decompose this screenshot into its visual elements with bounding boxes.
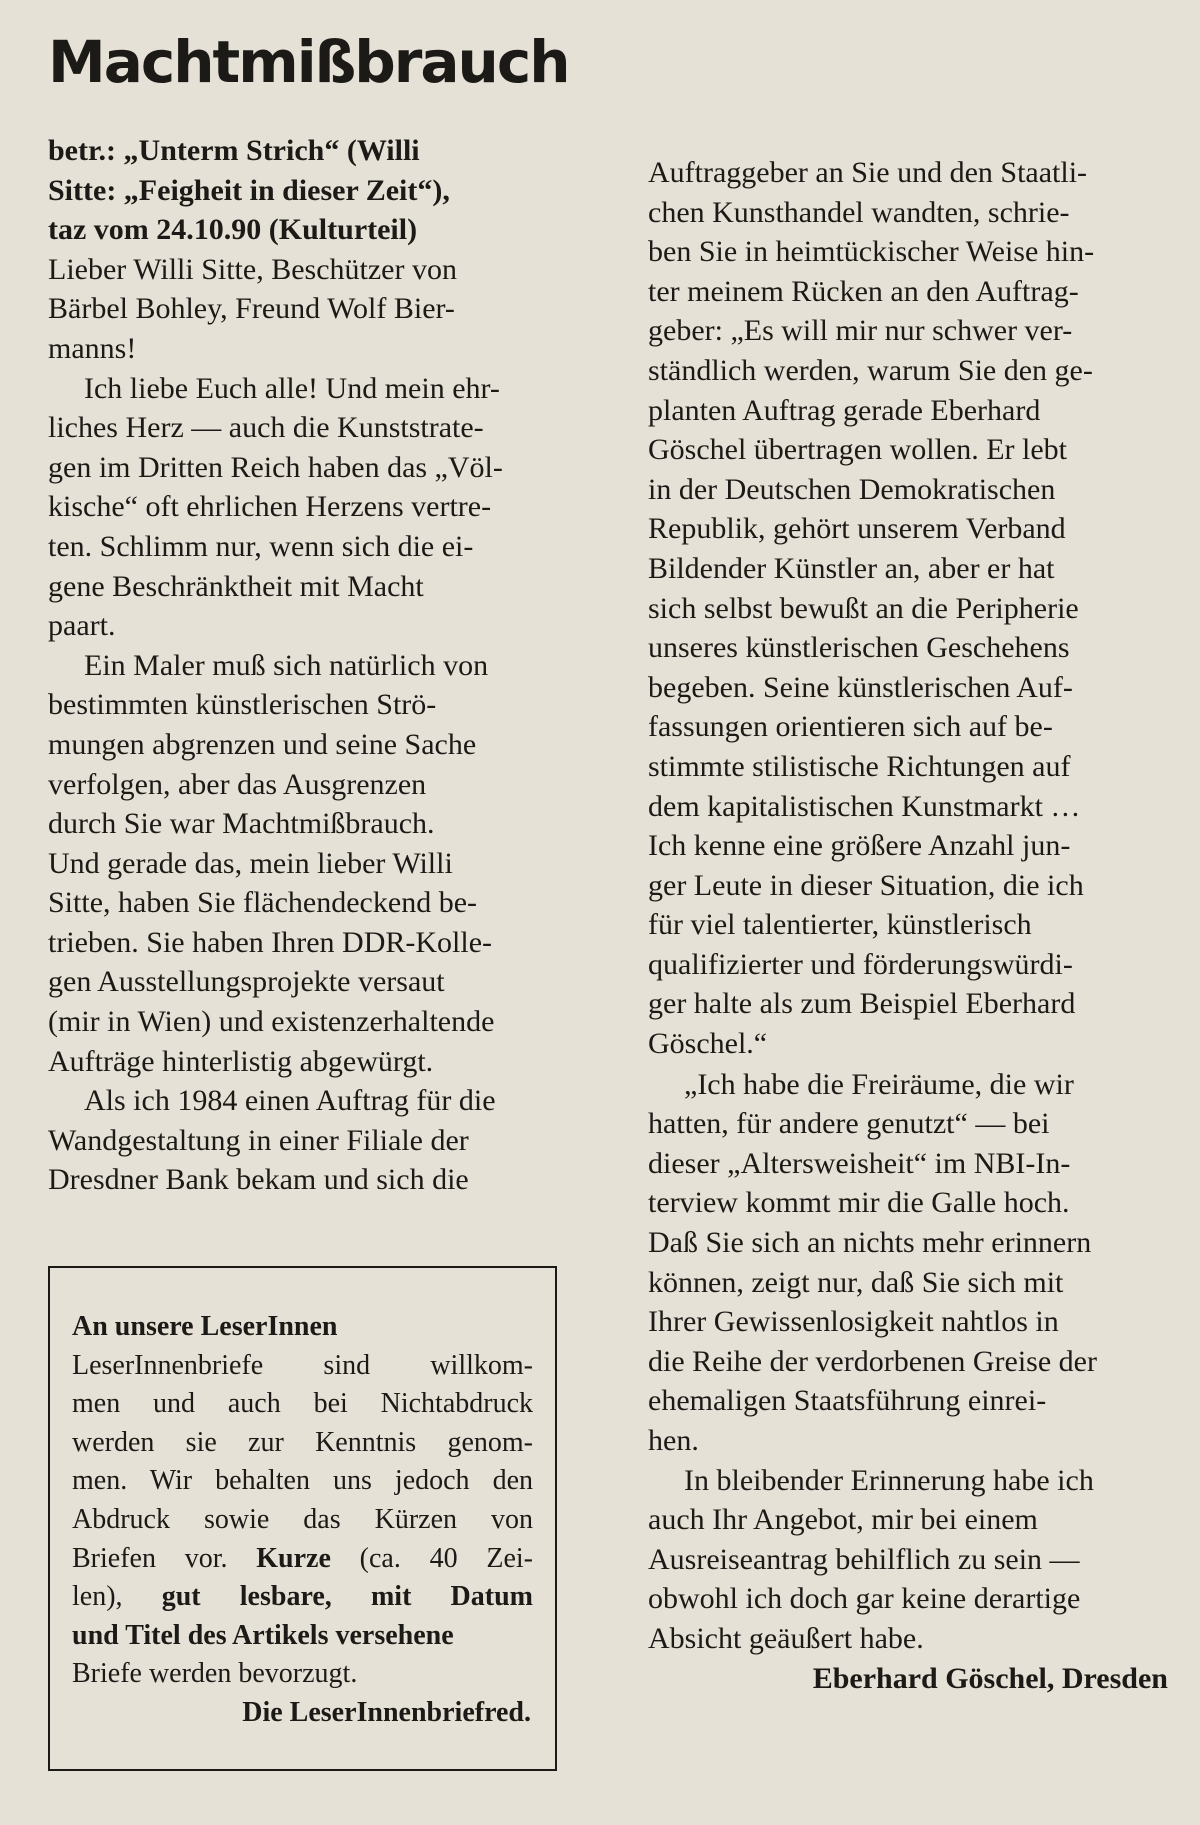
text-line: ten. Schlimm nur, wenn sich die ei- <box>48 529 474 563</box>
text-line: Ausreiseantrag behilflich zu sein — <box>648 1542 1080 1576</box>
text-line: gene Beschränktheit mit Macht <box>48 569 424 603</box>
text-line <box>72 1540 533 1579</box>
paragraph <box>48 646 563 1082</box>
text-line: Absicht geäußert habe. <box>648 1621 924 1655</box>
text-line: stimmte stilistische Richtungen auf <box>648 749 1071 783</box>
text-line: Ich kenne eine größere Anzahl jun- <box>648 829 1071 863</box>
text-line: dieser „Altersweisheit“ im NBI-In- <box>648 1146 1071 1180</box>
text-line: Göschel übertragen wollen. Er lebt <box>648 433 1068 467</box>
text-line: werden sie zur Kenntnis genom- <box>72 1426 533 1458</box>
text-line: Sitte, haben Sie flächendeckend be- <box>48 886 477 920</box>
text-line: terview kommt mir die Galle hoch. <box>648 1186 1070 1220</box>
text-line: chen Kunsthandel wandten, schrie- <box>648 195 1070 229</box>
text-line: fassungen orientieren sich auf be- <box>648 710 1053 744</box>
notice-signature: Die LeserInnenbriefred. <box>242 1696 531 1728</box>
text-run-bold: Kurze <box>256 1542 331 1574</box>
reference-line <box>48 131 563 250</box>
text-line: auch Ihr Angebot, mir bei einem <box>648 1503 1038 1537</box>
text-line: liches Herz — auch die Kunststrate- <box>48 411 484 445</box>
text-line: „Ich habe die Freiräume, die wir <box>684 1067 1074 1101</box>
text-line: Lieber Willi Sitte, Beschützer von <box>48 252 457 286</box>
text-line: gen Ausstellungsprojekte versaut <box>48 965 445 999</box>
text-line: kische“ oft ehrlichen Herzens vertre- <box>48 490 492 524</box>
paragraph <box>48 1081 563 1200</box>
paragraph <box>648 1065 1168 1461</box>
text-line: Göschel.“ <box>648 1027 768 1061</box>
text-line: Ich liebe Euch alle! Und mein ehr- <box>84 371 500 405</box>
text-line: ehemaligen Staatsführung einrei- <box>648 1384 1047 1418</box>
text-line: Briefe werden bevorzugt. <box>72 1658 358 1690</box>
text-line: men. Wir behalten uns jedoch den <box>72 1465 533 1497</box>
text-line: bestimmten künstlerischen Strö- <box>48 688 437 722</box>
text-line: die Reihe der verdorbenen Greise der <box>648 1344 1097 1378</box>
text-line: planten Auftrag gerade Eberhard <box>648 393 1041 427</box>
text-line: LeserInnenbriefe sind willkom- <box>72 1349 533 1381</box>
text-line: ger Leute in dieser Situation, die ich <box>648 868 1084 902</box>
text-line: men und auch bei Nichtabdruck <box>72 1388 533 1420</box>
text-line: taz vom 24.10.90 (Kulturteil) <box>48 213 418 247</box>
text-line: für viel talentierter, künstlerisch <box>648 908 1032 942</box>
text-line: geber: „Es will mir nur schwer ver- <box>648 314 1073 348</box>
text-line: trieben. Sie haben Ihren DDR-Kolle- <box>48 925 493 959</box>
text-line: Auftraggeber an Sie und den Staatli- <box>648 156 1088 189</box>
paragraph <box>648 153 1168 1064</box>
text-line: Und gerade das, mein lieber Willi <box>48 846 453 880</box>
right-column <box>648 153 1168 1698</box>
text-line: durch Sie war Machtmißbrauch. <box>48 807 435 841</box>
text-run: len), <box>72 1581 123 1613</box>
text-line: unseres künstlerischen Geschehens <box>648 631 1070 665</box>
text-line: (mir in Wien) und existenzerhaltende <box>48 1005 495 1039</box>
text-line: ter meinem Rücken an den Auftrag- <box>648 274 1079 308</box>
text-line: In bleibender Erinnerung habe ich <box>684 1463 1094 1497</box>
text-line: hatten, für andere genutzt“ — bei <box>648 1107 1050 1141</box>
text-line: manns! <box>48 331 137 365</box>
text-line: ständlich werden, warum Sie den ge- <box>648 353 1093 387</box>
text-line: Aufträge hinterlistig abgewürgt. <box>48 1044 434 1078</box>
text-line: können, zeigt nur, daß Sie sich mit <box>648 1265 1064 1299</box>
text-line: begeben. Seine künstlerischen Auf- <box>648 670 1073 704</box>
text-line: ben Sie in heimtückischer Weise hin- <box>648 235 1095 269</box>
text-run-bold: gut lesbare, mit Datum <box>161 1581 533 1613</box>
text-line: Daß Sie sich an nichts mehr erinnern <box>648 1226 1092 1260</box>
text-line: sich selbst bewußt an die Peripherie <box>648 591 1079 625</box>
text-line: obwohl ich doch gar keine derartige <box>648 1582 1081 1616</box>
text-line: Wandgestaltung in einer Filiale der <box>48 1123 469 1157</box>
reader-notice-box <box>48 1266 557 1771</box>
text-line: Bärbel Bohley, Freund Wolf Bier- <box>48 292 455 326</box>
left-column <box>48 131 563 1200</box>
text-line: und Titel des Artikels versehene <box>72 1619 454 1651</box>
text-line: Sitte: „Feigheit in dieser Zeit“), <box>48 173 450 207</box>
text-line: hen. <box>648 1424 699 1457</box>
notice-title: An unsere LeserInnen <box>72 1311 338 1342</box>
salutation <box>48 250 563 369</box>
text-line: mungen abgrenzen und seine Sache <box>48 727 477 761</box>
author-signature: Eberhard Göschel, Dresden <box>812 1661 1168 1695</box>
text-line: in der Deutschen Demokratischen <box>648 472 1056 506</box>
paragraph <box>648 1461 1168 1659</box>
text-line: Als ich 1984 einen Auftrag für die <box>84 1084 496 1118</box>
text-line: Bildender Künstler an, aber er hat <box>648 551 1055 585</box>
text-line: Abdruck sowie das Kürzen von <box>72 1503 533 1535</box>
text-line: betr.: „Unterm Strich“ (Willi <box>48 134 420 167</box>
text-run: Briefen vor. <box>72 1542 228 1574</box>
text-line: Dresdner Bank bekam und sich die <box>48 1163 469 1197</box>
text-line: Ein Maler muß sich natürlich von <box>84 648 489 682</box>
text-line: paart. <box>48 609 116 643</box>
text-line <box>72 1578 533 1617</box>
text-line: dem kapitalistischen Kunstmarkt … <box>648 789 1081 823</box>
text-line: gen im Dritten Reich haben das „Völ- <box>48 450 503 484</box>
text-run: (ca. 40 Zei- <box>359 1542 533 1574</box>
text-line: qualifizierter und förderungswürdi- <box>648 947 1073 981</box>
headline: Machtmißbrauch <box>48 28 569 96</box>
text-line: ger halte als zum Beispiel Eberhard <box>648 987 1076 1021</box>
text-line: Republik, gehört unserem Verband <box>648 512 1066 546</box>
paragraph <box>48 369 563 646</box>
text-line: verfolgen, aber das Ausgrenzen <box>48 767 427 801</box>
text-line: Ihrer Gewissenlosigkeit nahtlos in <box>648 1305 1059 1339</box>
